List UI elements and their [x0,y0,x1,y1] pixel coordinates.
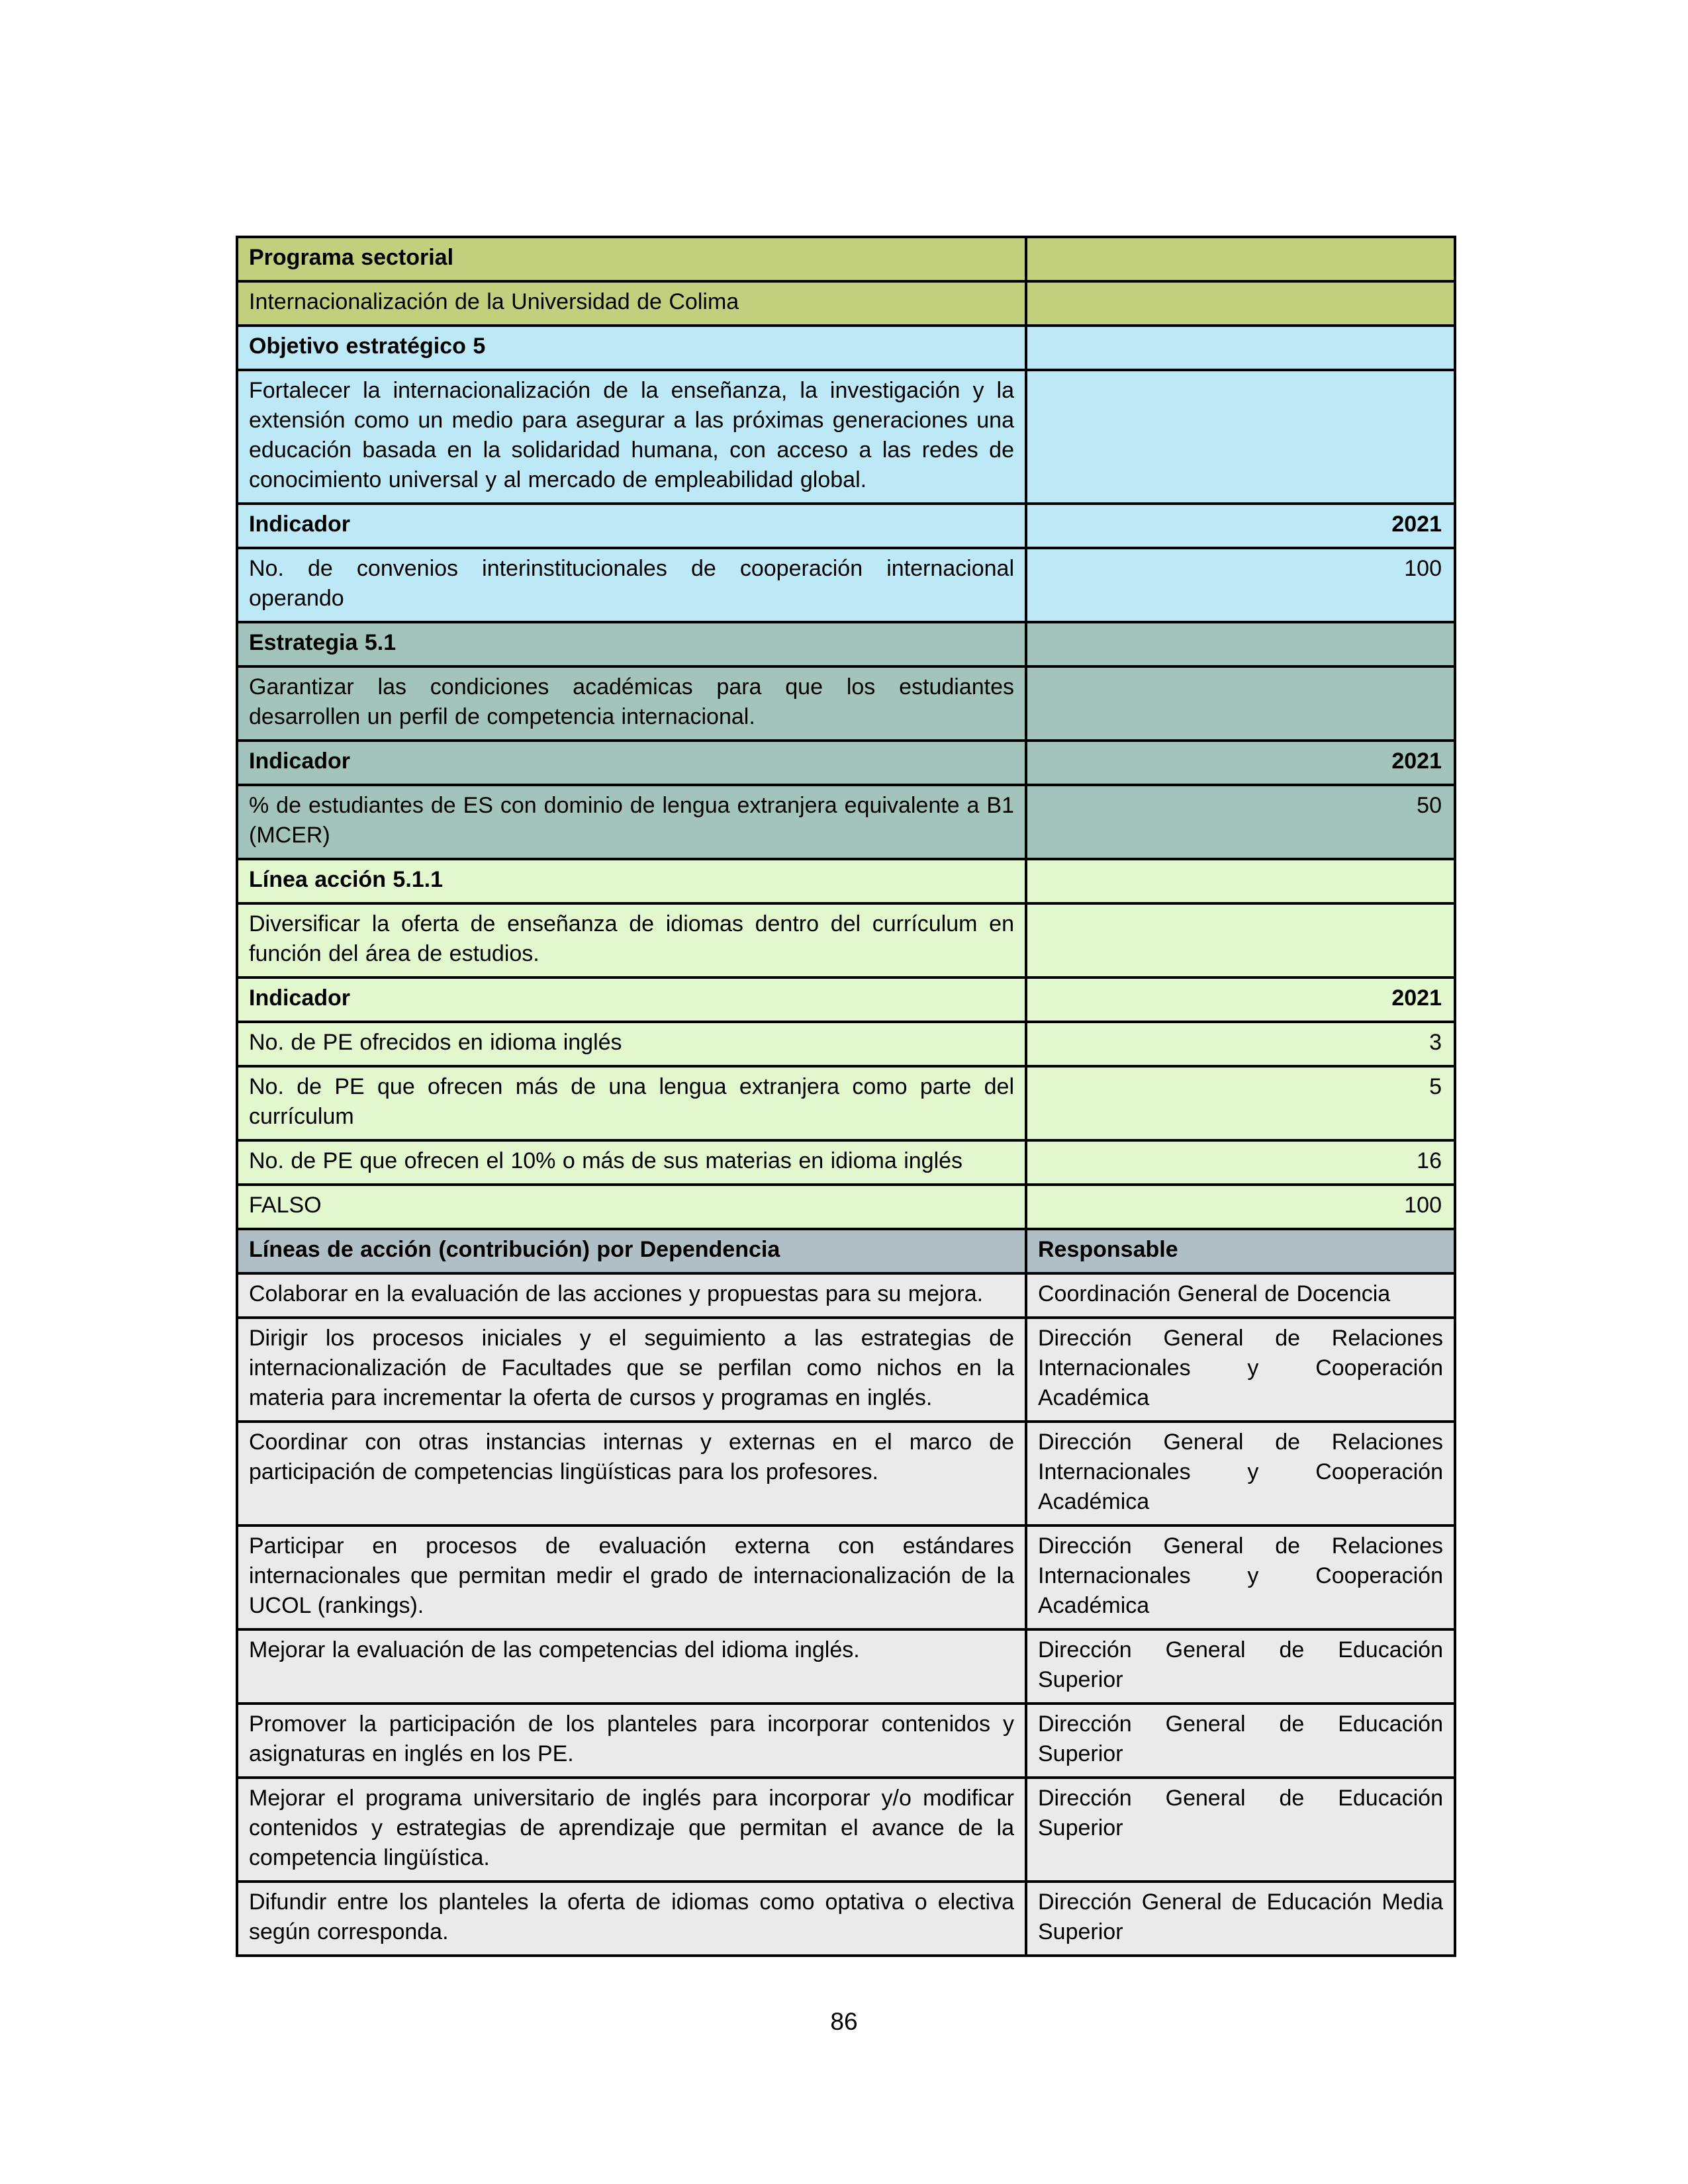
row-label-cell: Promover la participación de los planteles para incorporar contenidos y asignaturas en inglés en los PE. [237,1704,1026,1778]
table-row [237,1525,1455,1629]
row-label-cell: Indicador [237,741,1026,785]
row-label-cell: Indicador [237,504,1026,548]
table-row [237,548,1455,622]
table-row [237,326,1455,370]
row-value-cell: Dirección General de Educación Media Superior [1026,1882,1455,1956]
row-value-cell [1026,326,1455,370]
table-row [237,1140,1455,1185]
row-label-cell: Coordinar con otras instancias internas y externas en el marco de participación de competencias lingüísticas para los profesores. [237,1422,1026,1525]
table-row [237,1422,1455,1525]
row-label-cell: Participar en procesos de evaluación externa con estándares internacionales que permitan medir el grado de internacionalización de la UCOL (rankings). [237,1525,1026,1629]
row-label-cell: Líneas de acción (contribución) por Dependencia [237,1229,1026,1273]
table-row [237,281,1455,326]
table-row [237,1273,1455,1318]
program-table-body [237,237,1455,1956]
table-row [237,666,1455,741]
table-row [237,1629,1455,1704]
row-value-cell: 2021 [1026,504,1455,548]
table-row [237,237,1455,281]
table-row [237,978,1455,1022]
row-label-cell: No. de PE ofrecidos en idioma inglés [237,1022,1026,1066]
table-row [237,785,1455,859]
row-value-cell: Dirección General de Relaciones Internacionales y Cooperación Académica [1026,1422,1455,1525]
table-row [237,859,1455,903]
table-row [237,1882,1455,1956]
table-row [237,622,1455,666]
row-value-cell: Dirección General de Educación Superior [1026,1629,1455,1704]
row-value-cell [1026,666,1455,741]
row-label-cell: Indicador [237,978,1026,1022]
table-row [237,1185,1455,1229]
table-row [237,1022,1455,1066]
row-value-cell [1026,622,1455,666]
row-value-cell: Responsable [1026,1229,1455,1273]
row-label-cell: % de estudiantes de ES con dominio de lengua extranjera equivalente a B1 (MCER) [237,785,1026,859]
row-value-cell: Dirección General de Relaciones Internacionales y Cooperación Académica [1026,1525,1455,1629]
row-value-cell: Dirección General de Educación Superior [1026,1704,1455,1778]
row-label-cell: No. de convenios interinstitucionales de cooperación internacional operando [237,548,1026,622]
row-value-cell: 3 [1026,1022,1455,1066]
table-row [237,1704,1455,1778]
table-row [237,1318,1455,1422]
row-value-cell: Dirección General de Relaciones Internacionales y Cooperación Académica [1026,1318,1455,1422]
table-row [237,741,1455,785]
row-value-cell [1026,903,1455,978]
row-label-cell: No. de PE que ofrecen más de una lengua extranjera como parte del currículum [237,1066,1026,1140]
table-row [237,1778,1455,1882]
table-row [237,504,1455,548]
row-label-cell: Fortalecer la internacionalización de la enseñanza, la investigación y la extensión como un medio para asegurar a las próximas generaciones una educación basada en la solidaridad humana, con acceso a las redes de conocimiento universal y al mercado de empleabilidad global. [237,370,1026,504]
row-label-cell: Línea acción 5.1.1 [237,859,1026,903]
row-value-cell [1026,370,1455,504]
table-row [237,1066,1455,1140]
table-row [237,370,1455,504]
row-value-cell: 2021 [1026,741,1455,785]
row-label-cell: Estrategia 5.1 [237,622,1026,666]
row-label-cell: Mejorar el programa universitario de inglés para incorporar y/o modificar contenidos y estrategias de aprendizaje que permitan el avance de la competencia lingüística. [237,1778,1026,1882]
row-label-cell: Internacionalización de la Universidad de Colima [237,281,1026,326]
table-row [237,903,1455,978]
table-row [237,1229,1455,1273]
page-number: 86 [830,2008,858,2035]
row-label-cell: Mejorar la evaluación de las competencias del idioma inglés. [237,1629,1026,1704]
row-label-cell: Objetivo estratégico 5 [237,326,1026,370]
row-label-cell: FALSO [237,1185,1026,1229]
row-label-cell: Diversificar la oferta de enseñanza de idiomas dentro del currículum en función del área de estudios. [237,903,1026,978]
row-label-cell: No. de PE que ofrecen el 10% o más de sus materias en idioma inglés [237,1140,1026,1185]
row-value-cell: 100 [1026,1185,1455,1229]
row-value-cell: Coordinación General de Docencia [1026,1273,1455,1318]
row-label-cell: Garantizar las condiciones académicas para que los estudiantes desarrollen un perfil de competencia internacional. [237,666,1026,741]
row-label-cell: Programa sectorial [237,237,1026,281]
row-value-cell: 16 [1026,1140,1455,1185]
row-value-cell: 50 [1026,785,1455,859]
row-label-cell: Difundir entre los planteles la oferta de idiomas como optativa o electiva según corresponda. [237,1882,1026,1956]
row-label-cell: Colaborar en la evaluación de las acciones y propuestas para su mejora. [237,1273,1026,1318]
row-value-cell [1026,237,1455,281]
row-value-cell [1026,859,1455,903]
row-value-cell: Dirección General de Educación Superior [1026,1778,1455,1882]
program-table [236,236,1456,1957]
row-value-cell: 2021 [1026,978,1455,1022]
row-value-cell: 100 [1026,548,1455,622]
row-value-cell [1026,281,1455,326]
row-value-cell: 5 [1026,1066,1455,1140]
row-label-cell: Dirigir los procesos iniciales y el seguimiento a las estrategias de internacionalización de Facultades que se perfilan como nichos en la materia para incrementar la oferta de cursos y programas en inglés. [237,1318,1026,1422]
